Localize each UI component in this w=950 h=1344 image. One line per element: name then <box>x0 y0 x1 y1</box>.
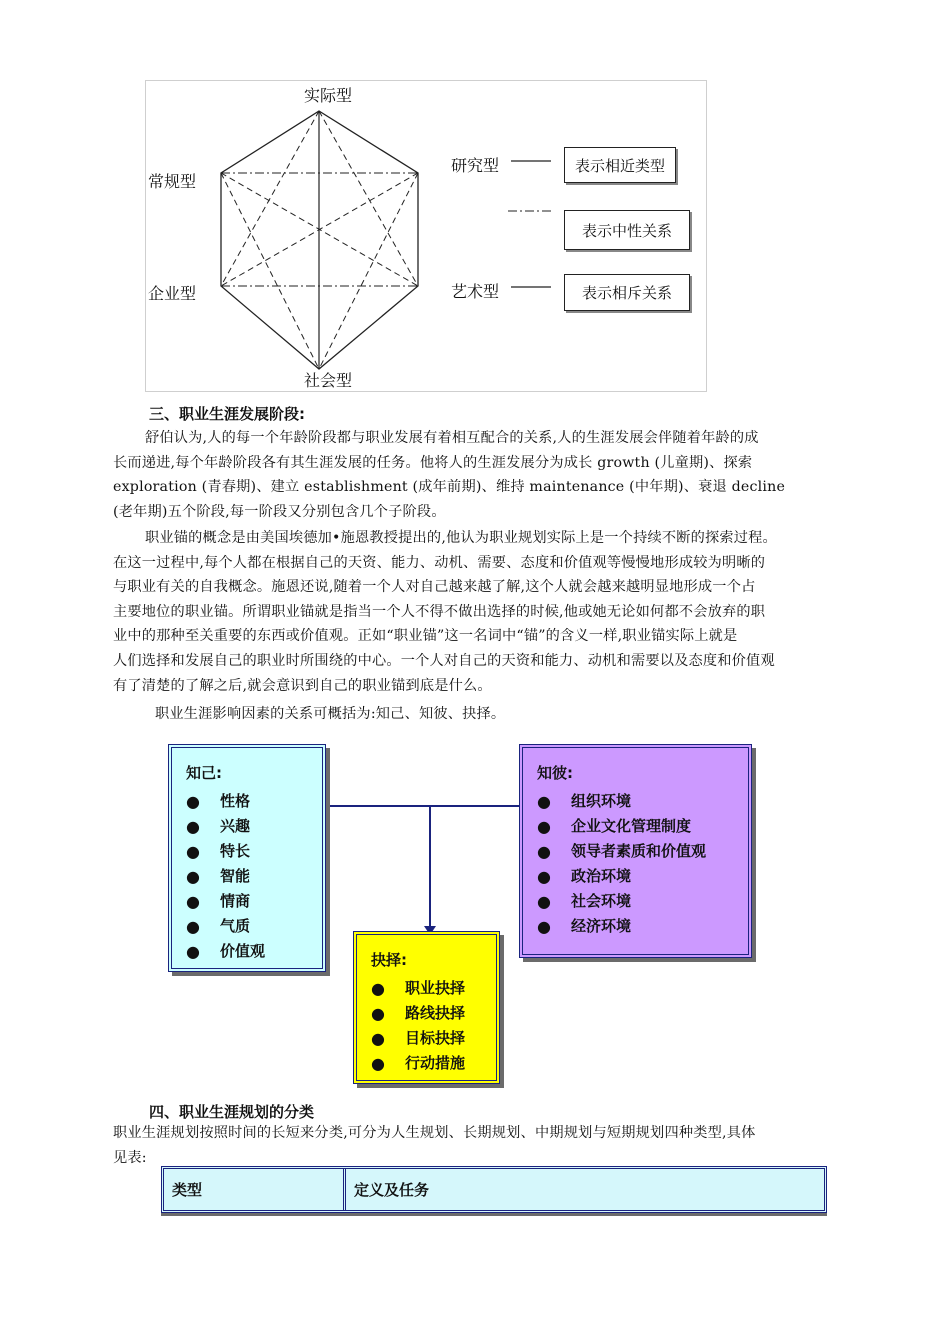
know-other-list <box>537 789 734 939</box>
list-item <box>371 976 482 1001</box>
bullet-icon: ● <box>371 1029 385 1048</box>
list-item-label: 政治环境 <box>571 867 632 885</box>
list-item-label: 行动措施 <box>405 1054 466 1072</box>
label-realistic: 实际型 <box>304 86 353 105</box>
text-line: 人们选择和发展自己的职业时所围绕的中心。一个人对自己的天资和能力、动机和需要以及态度和价值观 <box>113 652 775 669</box>
list-item <box>537 914 734 939</box>
list-item <box>537 814 734 839</box>
planning-types-table-header <box>161 1166 827 1213</box>
label-conventional: 常规型 <box>148 172 197 191</box>
list-item <box>186 939 308 964</box>
list-item <box>186 814 308 839</box>
list-item <box>186 839 308 864</box>
list-item <box>371 1051 482 1076</box>
text-line: 舒伯认为,人的每一个年龄阶段都与职业发展有着相互配合的关系,人的生涯发展会伴随着年龄的成 <box>145 430 759 446</box>
bullet-icon: ● <box>186 842 200 861</box>
bullet-icon: ● <box>537 917 551 936</box>
text-line: 见表: <box>113 1149 147 1166</box>
table-header-definition: 定义及任务 <box>354 1181 430 1199</box>
text-line: 在这一过程中,每个人都在根据自己的天资、能力、动机、需要、态度和价值观等慢慢地形成较为明晰的 <box>113 554 766 571</box>
bullet-icon: ● <box>371 1004 385 1023</box>
text-line: (老年期)五个阶段,每一阶段又分别包含几个子阶段。 <box>113 503 446 520</box>
text-line: 有了清楚的了解之后,就会意识到自己的职业锚到底是什么。 <box>113 677 492 694</box>
list-item-label: 兴趣 <box>220 817 251 835</box>
list-item <box>186 789 308 814</box>
table-header-type: 类型 <box>164 1169 346 1210</box>
list-item-label: 智能 <box>220 867 251 885</box>
know-other-box <box>519 744 752 958</box>
bullet-icon: ● <box>186 917 200 936</box>
list-item-label: 领导者素质和价值观 <box>571 842 707 860</box>
list-item <box>537 839 734 864</box>
section4-paragraph <box>113 1121 755 1170</box>
section3-paragraph-3: 职业生涯影响因素的关系可概括为:知己、知彼、抉择。 <box>155 706 506 722</box>
bullet-icon: ● <box>537 892 551 911</box>
bullet-icon: ● <box>186 867 200 886</box>
know-self-title: 知己: <box>186 764 222 782</box>
list-item-label: 组织环境 <box>571 792 632 810</box>
bullet-icon: ● <box>186 942 200 961</box>
text-line: 职业锚的概念是由美国埃德加•施恩教授提出的,他认为职业规划实际上是一个持续不断的探索过程。 <box>145 530 777 546</box>
label-social: 社会型 <box>304 371 353 390</box>
list-item-label: 情商 <box>220 892 251 910</box>
know-self-box <box>168 744 326 972</box>
section3-heading: 三、职业生涯发展阶段: <box>149 405 305 423</box>
list-item-label: 经济环境 <box>571 917 632 935</box>
list-item-label: 特长 <box>220 842 251 860</box>
list-item <box>371 1026 482 1051</box>
list-item-label: 气质 <box>220 917 251 935</box>
choice-list <box>371 976 482 1076</box>
text-line: 业中的那种至关重要的东西或价值观。正如“职业锚”这一名词中“锚”的含义一样,职业锚实际上就是 <box>113 628 738 645</box>
text-line: 主要地位的职业锚。所谓职业锚就是指当一个人不得不做出选择的时候,他或她无论如何都不会放弃的职 <box>113 603 766 620</box>
text-line: 长而递进,每个年龄阶段各有其生涯发展的任务。他将人的生涯发展分为成长 growth (儿童期)、探索 <box>113 454 753 471</box>
bullet-icon: ● <box>537 867 551 886</box>
bullet-icon: ● <box>371 1054 385 1073</box>
know-self-list <box>186 789 308 964</box>
bullet-icon: ● <box>537 792 551 811</box>
list-item <box>537 889 734 914</box>
list-item <box>186 864 308 889</box>
section4-heading: 四、职业生涯规划的分类 <box>149 1103 315 1121</box>
know-other-title: 知彼: <box>537 764 573 782</box>
bullet-icon: ● <box>186 892 200 911</box>
legend-opposite: 表示相斥关系 <box>564 274 690 311</box>
text-line: exploration (青春期)、建立 establishment (成年前期)、维持 maintenance (中年期)、衰退 decline <box>113 479 786 496</box>
label-artistic: 艺术型 <box>451 282 500 301</box>
legend-neutral: 表示中性关系 <box>564 210 690 250</box>
list-item <box>537 789 734 814</box>
list-item-label: 目标抉择 <box>405 1029 466 1047</box>
list-item <box>186 914 308 939</box>
choice-title: 抉择: <box>371 951 407 969</box>
list-item-label: 企业文化管理制度 <box>571 817 692 835</box>
list-item <box>537 864 734 889</box>
text-line: 与职业有关的自我概念。施恩还说,随着一个人对自己越来越了解,这个人就会越来越明显地形成一个占 <box>113 579 756 596</box>
bullet-icon: ● <box>371 979 385 998</box>
list-item-label: 社会环境 <box>571 892 632 910</box>
choice-box <box>353 931 500 1084</box>
label-enterprising: 企业型 <box>148 284 197 303</box>
legend-similar: 表示相近类型 <box>564 147 676 183</box>
list-item <box>186 889 308 914</box>
bullet-icon: ● <box>186 817 200 836</box>
list-item-label: 价值观 <box>220 942 266 960</box>
list-item <box>371 1001 482 1026</box>
text-line: 职业生涯规划按照时间的长短来分类,可分为人生规划、长期规划、中期规划与短期规划四种类型,具体 <box>113 1125 756 1141</box>
label-investigative: 研究型 <box>451 156 500 175</box>
bullet-icon: ● <box>537 842 551 861</box>
bullet-icon: ● <box>186 792 200 811</box>
list-item-label: 性格 <box>220 792 251 810</box>
list-item-label: 路线抉择 <box>405 1004 466 1022</box>
list-item-label: 职业抉择 <box>405 979 466 997</box>
bullet-icon: ● <box>537 817 551 836</box>
